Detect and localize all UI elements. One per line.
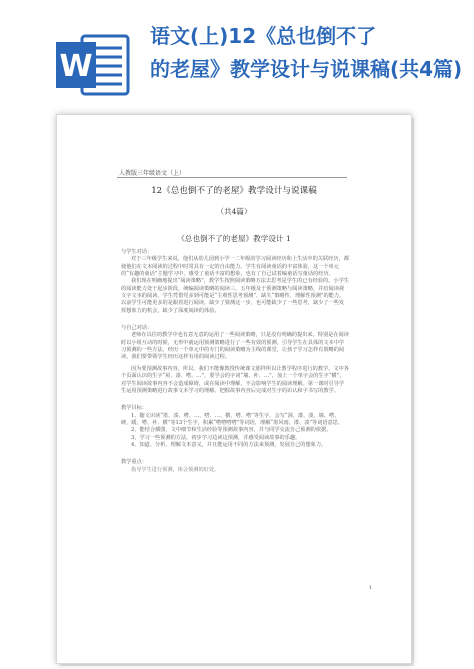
paragraph-heading: 与学生对话： xyxy=(121,249,153,255)
document-body xyxy=(121,249,349,474)
svg-text:W: W xyxy=(59,49,93,84)
word-icon xyxy=(56,34,130,96)
section-title: 《总也倒不了的老屋》教学设计 1 xyxy=(177,234,291,243)
title-line-2: 的老屋》教学设计与说课稿(共4篇) xyxy=(150,57,463,81)
paragraph: 我们现在明确地提出“阅读策略”，教学生按照阅读策略方法去思考是学生的已有经验的。小学生的阅读能力处于起步阶段，统编阅读策略的阅读三、五年级及于预测策略与阅读策略，并给阅读视文字文本的阅读。学生凭借党多到可能是“主观性思考预测”，缺失“策略性、理解性预测”的能力。以前学生可能更多的是跟着进行阅读，缺少了猜测这一步，也可能缺少了一些思考，缺少了一些发挥想象力的机会，缺少了深度阅读的体验。 xyxy=(121,278,349,314)
paragraph-heading: 教学目标： xyxy=(121,405,147,412)
paragraph: 老师在以往的教学中也有意无意的运用了一些阅读策略，只是没有明确的提出来。特别是在阅读时以小组互动的时候，无形中就运用预测策略进行了一些有效的预测。引导学生在具体的文本中学习预测的一些方法，经历一个单元中的专门的阅读策略为主线的课堂，让孩子学习怎样有策略的阅读。我们要带领学生经历这样有用的阅读过程。 xyxy=(121,332,349,361)
paragraph-heading: 与自己对话： xyxy=(121,325,153,332)
header-rule xyxy=(117,177,347,178)
doc-main-title: 12《总也倒不了的老屋》教学设计与说课稿 xyxy=(151,186,317,196)
document-title xyxy=(150,20,470,86)
paragraph: 因为要预测故事内容，所以，我们不能像教授传统课文那样所以让教学程序进行的教学。文中各个页面认识的生字“屋、凑、嗒、…”，要学会的字词“墙、补、…”，加上一个单字会的生字“横”，对学生阅读故事内容不会造成障碍，或在阅读中理解，不会影响学生的阅读理解。第一课时引导学生运用预测策略进行故事文本学习的理解，把握故事内容后完成对生字的识认和字书写的教学。 xyxy=(121,365,349,394)
paragraph-heading: 教学重点： xyxy=(121,459,147,466)
paragraph: 3、学习一些预测的方法，初步学习边读边预测，并感受阅读故事的乐趣。 xyxy=(131,434,301,441)
paragraph: 4、知道、分析、理解文本意义，并且能运用不同的方法来预测，发展自己的想象力。 xyxy=(131,441,327,448)
paragraph: 2、能结合插图、文中细节和生活经验等预测故事内容，并与同学交流自己预测的依据。 xyxy=(131,427,332,434)
banner xyxy=(0,0,474,120)
paragraph: 对于三年级学生来说，他们从幼儿园到小学一二年级的学习阅读经历和上生活中的关联经历，都使他们在文本阅读的过程中时常具有一定的自由能力。学生有阅读童话的丰富体验，这一个单元的“有趣的童话”主题学习中，感受了童话丰富的想象，也有了自己试着编童话写童话的经历。 xyxy=(121,256,349,278)
title-line-1: 语文(上)12《总也倒不了 xyxy=(150,24,377,48)
paragraph: 指导学生进行预测，体会预测的好处。 xyxy=(131,466,220,473)
page-number: 1 xyxy=(369,585,373,591)
document-page-preview[interactable] xyxy=(56,114,412,664)
paragraph: 1、随文识读“墨、凑、嗒、…、嗒、…、横、嗒、嗒”等生字，会写“洞、漆、凑、墙、嗒、硬、暖、嗒、补、横”等13个生字，积累“嗒嗒嗒嗒”等词语，理解“墨风雨、漆、凑”等词语意思。 xyxy=(121,412,344,426)
running-header: 人教版三年级语文（上） xyxy=(119,170,186,177)
doc-subtitle: （共4篇） xyxy=(216,207,252,216)
